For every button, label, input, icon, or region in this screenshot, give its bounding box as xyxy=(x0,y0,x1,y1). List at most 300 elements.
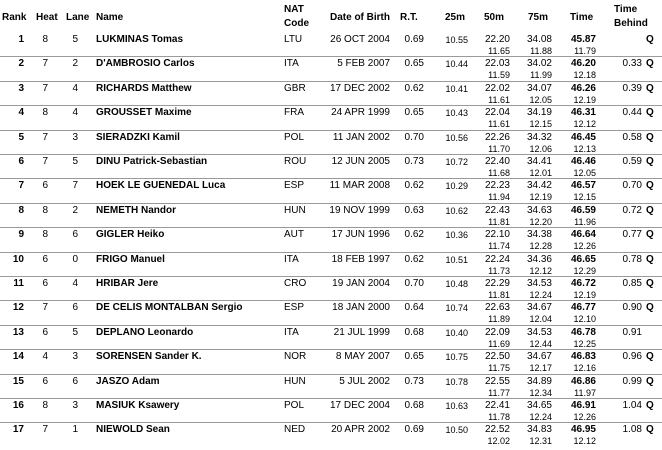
nat-code: POL xyxy=(284,131,305,143)
athlete-name: GROUSSET Maxime xyxy=(96,107,192,119)
rank-cell: 17 xyxy=(12,424,24,436)
split-50m: 22.55 xyxy=(484,375,510,387)
athlete-name: GIGLER Heiko xyxy=(96,229,165,241)
final-time: 46.64 xyxy=(570,229,596,241)
reaction-time: 0.65 xyxy=(404,107,424,119)
heat-cell: 7 xyxy=(42,156,48,167)
split-75m: 34.41 xyxy=(526,156,552,167)
date-of-birth: 19 JAN 2004 xyxy=(332,278,390,289)
sub-split-time: 12.10 xyxy=(573,314,596,325)
split-25m: 10.56 xyxy=(445,132,468,143)
date-of-birth: 8 MAY 2007 xyxy=(335,351,390,363)
split-75m: 34.53 xyxy=(526,278,552,289)
time-behind: 0.70 xyxy=(622,180,642,192)
nat-code: HUN xyxy=(284,375,306,387)
lane-cell: 2 xyxy=(72,58,78,70)
final-time: 46.65 xyxy=(570,253,596,265)
final-time: 46.26 xyxy=(570,82,596,94)
heat-cell: 8 xyxy=(42,400,48,411)
split-50m: 22.04 xyxy=(484,107,510,119)
nat-code: NOR xyxy=(284,351,307,363)
rank-cell: 11 xyxy=(13,278,24,289)
lane-cell: 0 xyxy=(72,253,78,265)
time-behind: 0.99 xyxy=(622,375,642,387)
row-divider xyxy=(0,154,662,155)
qualified-mark: Q xyxy=(646,253,654,265)
split-75m: 34.07 xyxy=(526,82,552,94)
rank-cell: 8 xyxy=(18,204,24,216)
split-75m: 34.65 xyxy=(526,400,552,411)
split-50m: 22.29 xyxy=(484,278,510,289)
rank-cell: 13 xyxy=(12,326,24,338)
row-divider xyxy=(0,252,662,253)
sub-split-75m: 11.99 xyxy=(530,70,552,81)
lane-cell: 6 xyxy=(72,229,78,241)
row-divider xyxy=(0,374,662,375)
split-25m: 10.75 xyxy=(445,352,468,363)
header-behind-line1: Time xyxy=(614,4,638,15)
split-75m: 34.67 xyxy=(526,302,552,314)
sub-split-time: 12.12 xyxy=(573,436,596,447)
split-25m: 10.40 xyxy=(445,327,468,338)
reaction-time: 0.65 xyxy=(404,58,424,70)
split-75m: 34.19 xyxy=(526,107,552,119)
split-25m: 10.43 xyxy=(445,108,468,119)
rank-cell: 15 xyxy=(12,375,24,387)
athlete-name: DINU Patrick-Sebastian xyxy=(96,156,208,167)
sub-split-time: 11.79 xyxy=(574,46,596,56)
sub-split-time: 12.18 xyxy=(573,70,596,81)
nat-code: LTU xyxy=(284,34,303,45)
rank-cell: 16 xyxy=(12,400,24,411)
qualified-mark: Q xyxy=(646,131,654,143)
final-time: 46.72 xyxy=(570,278,596,289)
date-of-birth: 5 FEB 2007 xyxy=(337,58,390,70)
sub-split-time: 12.26 xyxy=(573,412,596,422)
sub-split-time: 12.26 xyxy=(573,241,596,252)
sub-split-50m: 11.68 xyxy=(488,168,510,178)
split-25m: 10.41 xyxy=(445,83,468,94)
time-behind: 0.39 xyxy=(622,82,642,94)
qualified-mark: Q xyxy=(646,180,654,192)
lane-cell: 3 xyxy=(72,131,78,143)
sub-split-75m: 12.04 xyxy=(529,314,552,325)
final-time: 46.78 xyxy=(570,326,596,338)
rank-cell: 12 xyxy=(12,302,24,314)
reaction-time: 0.73 xyxy=(404,156,424,167)
split-25m: 10.63 xyxy=(445,401,468,411)
sub-split-75m: 12.20 xyxy=(529,216,552,227)
sub-split-50m: 11.74 xyxy=(488,241,510,252)
time-behind: 0.44 xyxy=(622,107,642,119)
qualified-mark: Q xyxy=(646,400,654,411)
nat-code: GBR xyxy=(284,82,306,94)
sub-split-50m: 11.89 xyxy=(488,314,510,325)
nat-code: ITA xyxy=(284,253,299,265)
time-behind: 0.90 xyxy=(622,302,642,314)
athlete-name: DEPLANO Leonardo xyxy=(96,326,194,338)
qualified-mark: Q xyxy=(646,302,654,314)
split-75m: 34.63 xyxy=(526,204,552,216)
lane-cell: 5 xyxy=(72,156,78,167)
header-heat: Heat xyxy=(36,12,58,23)
athlete-name: HOEK LE GUENEDAL Luca xyxy=(96,180,226,192)
sub-split-time: 12.16 xyxy=(573,363,596,374)
reaction-time: 0.69 xyxy=(404,34,424,45)
heat-cell: 7 xyxy=(42,424,48,436)
split-50m: 22.03 xyxy=(484,58,510,70)
rank-cell: 5 xyxy=(18,131,24,143)
final-time: 46.95 xyxy=(570,424,596,436)
row-divider xyxy=(0,300,662,301)
lane-cell: 4 xyxy=(72,278,78,289)
split-50m: 22.26 xyxy=(484,131,510,143)
sub-split-time: 12.13 xyxy=(573,143,596,154)
rank-cell: 9 xyxy=(18,229,24,241)
final-time: 46.59 xyxy=(570,204,596,216)
split-50m: 22.43 xyxy=(484,204,510,216)
split-50m: 22.24 xyxy=(484,253,510,265)
sub-split-time: 11.96 xyxy=(574,216,596,227)
heat-cell: 7 xyxy=(42,82,48,94)
sub-split-50m: 11.61 xyxy=(488,94,510,105)
row-divider xyxy=(0,81,662,82)
time-behind: 1.08 xyxy=(622,424,642,436)
header-name: Name xyxy=(96,12,124,23)
split-25m: 10.36 xyxy=(445,230,468,241)
split-25m: 10.50 xyxy=(445,425,468,436)
reaction-time: 0.69 xyxy=(404,424,424,436)
nat-code: ROU xyxy=(284,156,307,167)
split-25m: 10.55 xyxy=(445,35,468,45)
heat-cell: 8 xyxy=(42,107,48,119)
row-divider xyxy=(0,349,662,350)
header-time: Time xyxy=(570,12,594,23)
split-25m: 10.44 xyxy=(445,59,468,70)
header-nat-line2: Code xyxy=(284,18,309,29)
sub-split-75m: 12.24 xyxy=(529,290,552,300)
sub-split-75m: 12.24 xyxy=(529,412,552,422)
heat-cell: 8 xyxy=(42,34,48,45)
rank-cell: 4 xyxy=(18,107,24,119)
split-75m: 34.32 xyxy=(526,131,552,143)
split-25m: 10.29 xyxy=(445,181,468,192)
date-of-birth: 21 JUL 1999 xyxy=(333,326,390,338)
header-rt: R.T. xyxy=(400,12,418,23)
reaction-time: 0.62 xyxy=(404,253,424,265)
reaction-time: 0.70 xyxy=(404,131,424,143)
split-50m: 22.09 xyxy=(484,326,510,338)
sub-split-time: 12.19 xyxy=(573,290,596,300)
split-75m: 34.42 xyxy=(526,180,552,192)
split-25m: 10.51 xyxy=(445,254,468,265)
split-25m: 10.62 xyxy=(445,205,468,216)
lane-cell: 5 xyxy=(72,326,78,338)
sub-split-50m: 11.78 xyxy=(488,412,510,422)
split-50m: 22.23 xyxy=(484,180,510,192)
rank-cell: 14 xyxy=(12,351,24,363)
split-25m: 10.72 xyxy=(445,157,468,167)
qualified-mark: Q xyxy=(646,351,654,363)
split-75m: 34.38 xyxy=(526,229,552,241)
heat-cell: 4 xyxy=(42,351,48,363)
row-divider xyxy=(0,178,662,179)
lane-cell: 3 xyxy=(72,351,78,363)
sub-split-50m: 11.73 xyxy=(488,265,510,276)
time-behind: 0.72 xyxy=(622,204,642,216)
sub-split-time: 12.12 xyxy=(573,119,596,130)
lane-cell: 4 xyxy=(72,82,78,94)
time-behind: 0.59 xyxy=(622,156,642,167)
reaction-time: 0.70 xyxy=(404,278,424,289)
sub-split-time: 12.29 xyxy=(573,265,596,276)
header-25m: 25m xyxy=(445,12,466,23)
date-of-birth: 24 APR 1999 xyxy=(331,107,390,119)
sub-split-time: 12.25 xyxy=(573,338,596,349)
heat-cell: 7 xyxy=(42,302,48,314)
sub-split-time: 12.05 xyxy=(573,168,596,178)
time-behind: 0.77 xyxy=(622,229,642,241)
qualified-mark: Q xyxy=(646,229,654,241)
athlete-name: DE CELIS MONTALBAN Sergio xyxy=(96,302,243,314)
split-75m: 34.89 xyxy=(526,375,552,387)
sub-split-75m: 12.31 xyxy=(529,436,552,447)
nat-code: ESP xyxy=(284,302,305,314)
time-behind: 0.78 xyxy=(622,253,642,265)
split-50m: 22.40 xyxy=(484,156,510,167)
split-25m: 10.78 xyxy=(445,376,468,387)
split-50m: 22.41 xyxy=(484,400,510,411)
sub-split-75m: 12.28 xyxy=(529,241,552,252)
split-75m: 34.53 xyxy=(526,326,552,338)
athlete-name: SIERADZKI Kamil xyxy=(96,131,180,143)
sub-split-time: 11.97 xyxy=(574,387,596,398)
nat-code: AUT xyxy=(284,229,304,241)
row-divider xyxy=(0,276,662,277)
final-time: 46.20 xyxy=(570,58,596,70)
nat-code: CRO xyxy=(284,278,307,289)
nat-code: ITA xyxy=(284,58,299,70)
heat-cell: 8 xyxy=(42,204,48,216)
date-of-birth: 17 DEC 2004 xyxy=(329,400,390,411)
rank-cell: 7 xyxy=(18,180,24,192)
sub-split-75m: 12.15 xyxy=(529,119,552,130)
athlete-name: LUKMINAS Tomas xyxy=(96,34,184,45)
row-divider xyxy=(0,422,662,423)
athlete-name: D'AMBROSIO Carlos xyxy=(96,58,195,70)
date-of-birth: 5 JUL 2002 xyxy=(339,375,390,387)
split-50m: 22.63 xyxy=(484,302,510,314)
athlete-name: FRIGO Manuel xyxy=(96,253,165,265)
final-time: 46.83 xyxy=(570,351,596,363)
sub-split-75m: 11.88 xyxy=(530,46,552,56)
sub-split-75m: 12.44 xyxy=(529,338,552,349)
athlete-name: NEMETH Nandor xyxy=(96,204,176,216)
nat-code: POL xyxy=(284,400,305,411)
rank-cell: 2 xyxy=(18,58,24,70)
lane-cell: 1 xyxy=(72,424,78,436)
reaction-time: 0.68 xyxy=(404,400,424,411)
split-25m: 10.74 xyxy=(445,303,468,314)
reaction-time: 0.62 xyxy=(404,82,424,94)
time-behind: 0.91 xyxy=(622,326,642,338)
sub-split-75m: 12.17 xyxy=(529,363,552,374)
sub-split-50m: 12.02 xyxy=(487,436,510,447)
heat-cell: 6 xyxy=(42,326,48,338)
time-behind: 0.58 xyxy=(622,131,642,143)
rank-cell: 10 xyxy=(12,253,24,265)
sub-split-50m: 11.75 xyxy=(488,363,510,374)
split-50m: 22.52 xyxy=(484,424,510,436)
split-75m: 34.67 xyxy=(526,351,552,363)
split-50m: 22.50 xyxy=(484,351,510,363)
nat-code: HUN xyxy=(284,204,306,216)
date-of-birth: 12 JUN 2005 xyxy=(331,156,390,167)
split-75m: 34.08 xyxy=(526,34,552,45)
heat-cell: 6 xyxy=(42,278,48,289)
sub-split-50m: 11.81 xyxy=(488,290,510,300)
row-divider xyxy=(0,398,662,399)
heat-cell: 8 xyxy=(42,229,48,241)
lane-cell: 6 xyxy=(72,375,78,387)
rank-cell: 1 xyxy=(18,34,24,45)
sub-split-50m: 11.69 xyxy=(488,338,510,349)
rank-cell: 6 xyxy=(18,156,24,167)
qualified-mark: Q xyxy=(646,156,654,167)
sub-split-75m: 12.06 xyxy=(529,143,552,154)
row-divider xyxy=(0,130,662,131)
nat-code: ITA xyxy=(284,326,299,338)
qualified-mark: Q xyxy=(646,34,654,45)
heat-cell: 7 xyxy=(42,58,48,70)
final-time: 46.86 xyxy=(570,375,596,387)
sub-split-50m: 11.61 xyxy=(488,119,510,130)
final-time: 46.91 xyxy=(570,400,596,411)
athlete-name: JASZO Adam xyxy=(96,375,160,387)
athlete-name: SORENSEN Sander K. xyxy=(96,351,202,363)
split-75m: 34.83 xyxy=(526,424,552,436)
final-time: 46.77 xyxy=(570,302,596,314)
time-behind: 0.85 xyxy=(622,278,642,289)
nat-code: FRA xyxy=(284,107,304,119)
split-50m: 22.02 xyxy=(484,82,510,94)
athlete-name: MASIUK Ksawery xyxy=(96,400,180,411)
reaction-time: 0.62 xyxy=(404,180,424,192)
heat-cell: 6 xyxy=(42,253,48,265)
sub-split-75m: 12.19 xyxy=(529,192,552,203)
date-of-birth: 20 APR 2002 xyxy=(331,424,390,436)
sub-split-50m: 11.77 xyxy=(488,387,510,398)
sub-split-50m: 11.70 xyxy=(488,143,510,154)
qualified-mark: Q xyxy=(646,82,654,94)
nat-code: ESP xyxy=(284,180,305,192)
date-of-birth: 11 MAR 2008 xyxy=(329,180,390,192)
lane-cell: 6 xyxy=(72,302,78,314)
split-75m: 34.36 xyxy=(526,253,552,265)
split-50m: 22.10 xyxy=(484,229,510,241)
sub-split-time: 12.19 xyxy=(573,94,596,105)
sub-split-50m: 11.94 xyxy=(488,192,510,203)
row-divider xyxy=(0,203,662,204)
row-divider xyxy=(0,56,662,57)
lane-cell: 2 xyxy=(72,204,78,216)
time-behind: 1.04 xyxy=(622,400,642,411)
row-divider xyxy=(0,325,662,326)
rank-cell: 3 xyxy=(18,82,24,94)
sub-split-time: 12.15 xyxy=(573,192,596,203)
row-divider xyxy=(0,227,662,228)
row-divider xyxy=(0,105,662,106)
qualified-mark: Q xyxy=(646,424,654,436)
lane-cell: 4 xyxy=(72,107,78,119)
athlete-name: NIEWOLD Sean xyxy=(96,424,170,436)
qualified-mark: Q xyxy=(646,204,654,216)
final-time: 46.46 xyxy=(570,156,596,167)
final-time: 46.57 xyxy=(570,180,596,192)
heat-cell: 6 xyxy=(42,375,48,387)
date-of-birth: 18 FEB 1997 xyxy=(331,253,390,265)
sub-split-75m: 12.01 xyxy=(529,168,552,178)
header-dob: Date of Birth xyxy=(330,12,390,23)
final-time: 46.31 xyxy=(570,107,596,119)
header-nat-line1: NAT xyxy=(284,4,304,15)
sub-split-75m: 12.34 xyxy=(529,387,552,398)
qualified-mark: Q xyxy=(646,375,654,387)
header-75m: 75m xyxy=(528,12,549,23)
lane-cell: 7 xyxy=(72,180,78,192)
reaction-time: 0.64 xyxy=(404,302,424,314)
sub-split-50m: 11.81 xyxy=(488,216,510,227)
date-of-birth: 19 NOV 1999 xyxy=(329,204,390,216)
qualified-mark: Q xyxy=(646,278,654,289)
reaction-time: 0.73 xyxy=(404,375,424,387)
reaction-time: 0.62 xyxy=(404,229,424,241)
heat-cell: 7 xyxy=(42,131,48,143)
athlete-name: RICHARDS Matthew xyxy=(96,82,192,94)
athlete-name: HRIBAR Jere xyxy=(96,278,159,289)
header-50m: 50m xyxy=(484,12,505,23)
header-rank: Rank xyxy=(2,12,27,23)
qualified-mark: Q xyxy=(646,58,654,70)
nat-code: NED xyxy=(284,424,306,436)
reaction-time: 0.65 xyxy=(404,351,424,363)
reaction-time: 0.68 xyxy=(404,326,424,338)
date-of-birth: 26 OCT 2004 xyxy=(330,34,390,45)
sub-split-50m: 11.59 xyxy=(488,70,510,81)
heat-cell: 6 xyxy=(42,180,48,192)
date-of-birth: 17 JUN 1996 xyxy=(331,229,390,241)
reaction-time: 0.63 xyxy=(404,204,424,216)
date-of-birth: 11 JAN 2002 xyxy=(332,131,390,143)
qualified-mark: Q xyxy=(646,107,654,119)
date-of-birth: 17 DEC 2002 xyxy=(329,82,390,94)
final-time: 45.87 xyxy=(570,34,596,45)
split-75m: 34.02 xyxy=(526,58,552,70)
time-behind: 0.33 xyxy=(622,58,642,70)
time-behind: 0.96 xyxy=(622,351,642,363)
sub-split-75m: 12.12 xyxy=(529,265,552,276)
date-of-birth: 18 JAN 2000 xyxy=(332,302,390,314)
sub-split-50m: 11.65 xyxy=(488,46,510,56)
header-lane: Lane xyxy=(66,12,90,23)
lane-cell: 5 xyxy=(72,34,78,45)
lane-cell: 3 xyxy=(72,400,78,411)
split-25m: 10.48 xyxy=(445,279,468,289)
split-50m: 22.20 xyxy=(484,34,510,45)
final-time: 46.45 xyxy=(570,131,596,143)
sub-split-75m: 12.05 xyxy=(529,94,552,105)
header-behind-line2: Behind xyxy=(614,18,648,29)
